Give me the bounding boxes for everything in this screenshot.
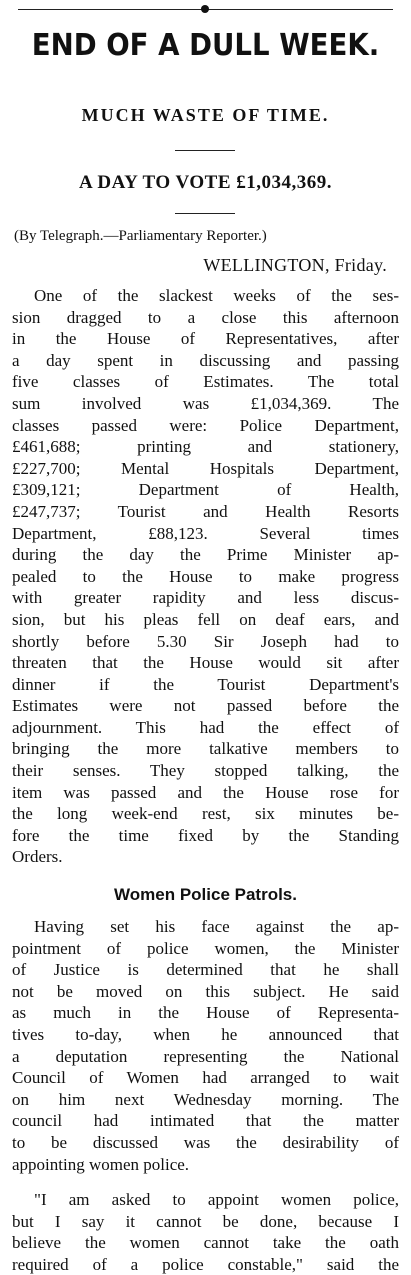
- text-line: to be discussed was the desirability of: [12, 1132, 399, 1152]
- article-paragraph-2: [12, 916, 399, 1175]
- article-paragraph-3: [12, 1189, 399, 1275]
- headline: END OF A DULL WEEK.: [31, 28, 380, 63]
- text-line: of Justice is determined that he shall: [12, 960, 399, 980]
- text-line: One of the slackest weeks of the ses-: [34, 286, 399, 305]
- text-line: with greater rapidity and less discus-: [12, 588, 399, 608]
- text-line: tives to-day, when he announced that: [12, 1024, 399, 1044]
- text-line: pointment of police women, the Minister: [12, 938, 399, 958]
- subheadline: MUCH WASTE OF TIME.: [81, 105, 330, 125]
- section-heading: Women Police Patrols.: [114, 885, 297, 904]
- text-line: required of a police constable," said the: [12, 1254, 399, 1274]
- text-line: the long week-end rest, six minutes be-: [12, 804, 399, 824]
- text-line: Orders.: [12, 847, 63, 867]
- byline: (By Telegraph.—Parliamentary Reporter.): [14, 228, 267, 244]
- text-line: dinner if the Tourist Department's: [12, 674, 399, 694]
- text-line: item was passed and the House rose for: [12, 782, 399, 802]
- text-line: classes passed were: Police Department,: [12, 415, 399, 435]
- text-line: Having set his face against the ap-: [34, 917, 399, 936]
- text-line: Council of Women had arranged to wait: [12, 1068, 399, 1088]
- text-line: believe the women cannot take the oath: [12, 1233, 399, 1253]
- text-line: £227,700; Mental Hospitals Department,: [12, 458, 399, 478]
- article-paragraph-1: [12, 285, 399, 868]
- text-line: fore the time fixed by the Standing: [12, 825, 399, 845]
- deck-headline: A DAY TO VOTE £1,034,369.: [78, 172, 333, 193]
- text-line: £309,121; Department of Health,: [12, 480, 399, 500]
- divider-rule: [175, 213, 235, 214]
- text-line: their senses. They stopped talking, the: [12, 761, 399, 781]
- text-line: Department, £88,123. Several times: [12, 523, 399, 543]
- text-line: £461,688; printing and stationery,: [12, 437, 399, 457]
- text-line: sion, but his pleas fell on deaf ears, and: [12, 609, 399, 629]
- text-line: "I am asked to appoint women police,: [34, 1190, 399, 1209]
- text-line: adjournment. This had the effect of: [12, 717, 399, 737]
- text-line: £247,737; Tourist and Health Resorts: [12, 501, 399, 521]
- dateline: WELLINGTON, Friday.: [203, 255, 387, 275]
- text-line: a deputation representing the National: [12, 1046, 399, 1066]
- text-line: sum involved was £1,034,369. The: [12, 393, 399, 413]
- text-line: but I say it cannot be done, because I: [12, 1211, 399, 1231]
- text-line: bringing the more talkative members to: [12, 739, 399, 759]
- text-line: shortly before 5.30 Sir Joseph had to: [12, 631, 399, 651]
- text-line: Estimates were not passed before the: [12, 696, 399, 716]
- text-line: pealed to the House to make progress: [12, 566, 399, 586]
- text-line: five classes of Estimates. The total: [12, 372, 399, 392]
- text-line: a day spent in discussing and passing: [12, 350, 399, 370]
- text-line: sion dragged to a close this afternoon: [12, 307, 399, 327]
- text-line: in the House of Representatives, after: [12, 329, 399, 349]
- text-line: threaten that the House would sit after: [12, 653, 399, 673]
- text-line: appointing women police.: [12, 1154, 190, 1174]
- text-line: not be moved on this subject. He said: [12, 981, 399, 1001]
- text-line: on him next Wednesday morning. The: [12, 1089, 399, 1109]
- divider-rule: [175, 150, 235, 151]
- rule-ornament: [201, 5, 209, 13]
- text-line: as much in the House of Representa-: [12, 1003, 399, 1023]
- text-line: during the day the Prime Minister ap-: [12, 545, 399, 565]
- text-line: council had intimated that the matter: [12, 1111, 399, 1131]
